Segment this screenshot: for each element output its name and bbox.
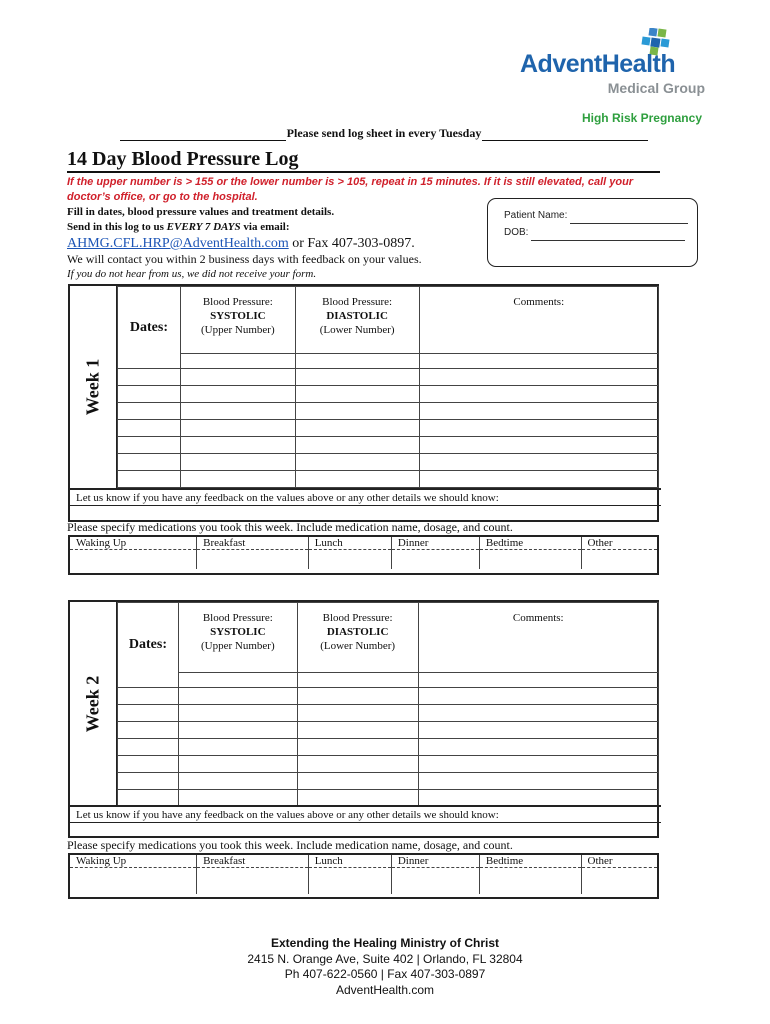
- cell[interactable]: [178, 688, 297, 705]
- waking-up-label: Waking Up: [70, 855, 197, 868]
- med-cell[interactable]: [70, 550, 197, 569]
- logo-subtitle: Medical Group: [607, 80, 705, 96]
- meds-grid: [70, 855, 657, 894]
- receipt-notice: If you do not hear from us, we did not receive your form.: [67, 268, 317, 280]
- week-1-label: Week 1: [82, 358, 103, 416]
- dinner-label: Dinner: [391, 855, 479, 868]
- lower-number-label: (Lower Number): [320, 640, 396, 652]
- cell[interactable]: [419, 354, 658, 369]
- cell[interactable]: [118, 790, 179, 807]
- cell[interactable]: [297, 756, 418, 773]
- med-cell[interactable]: [197, 550, 309, 569]
- contact-email-line: [67, 236, 415, 252]
- cell[interactable]: [118, 705, 179, 722]
- send-frequency: EVERY 7 DAYS: [166, 221, 241, 233]
- cell[interactable]: [118, 471, 181, 488]
- cell[interactable]: [118, 403, 181, 420]
- cell[interactable]: [419, 386, 658, 403]
- cell[interactable]: [118, 386, 181, 403]
- cell[interactable]: [297, 739, 418, 756]
- cell[interactable]: [118, 420, 181, 437]
- meds-prompt: Please specify medications you took this week. Include medication name, dosage, and count.: [67, 838, 513, 852]
- cell[interactable]: [419, 420, 658, 437]
- week-1-grid: [117, 286, 659, 488]
- cell[interactable]: [118, 688, 179, 705]
- footer-address: 2415 N. Orange Ave, Suite 402 | Orlando, FL 32804: [247, 951, 523, 966]
- upper-number-label: (Upper Number): [201, 640, 275, 652]
- diastolic-header: [297, 603, 418, 673]
- cell[interactable]: [180, 403, 295, 420]
- meds-grid: [70, 537, 657, 569]
- cell[interactable]: [180, 420, 295, 437]
- cell[interactable]: [180, 386, 295, 403]
- cell[interactable]: [118, 437, 181, 454]
- footer-mission: Extending the Healing Ministry of Christ: [270, 936, 500, 950]
- footer-website[interactable]: AdventHealth.com: [335, 982, 435, 997]
- med-cell[interactable]: [197, 868, 309, 894]
- cell[interactable]: [178, 673, 297, 688]
- other-label: Other: [581, 855, 657, 868]
- systolic-header: [178, 603, 297, 673]
- blank-line[interactable]: [482, 128, 648, 141]
- patient-info-box: [487, 198, 698, 267]
- cell[interactable]: [418, 673, 658, 688]
- blank-line[interactable]: [120, 128, 286, 141]
- contact-notice: We will contact you within 2 business days with feedback on your values.: [67, 252, 422, 266]
- cell[interactable]: [180, 354, 295, 369]
- send-instruction-line: [120, 126, 648, 141]
- comments-header: Comments:: [418, 603, 658, 673]
- patient-name-field[interactable]: [570, 213, 688, 224]
- cell[interactable]: [295, 420, 419, 437]
- cell[interactable]: [178, 773, 297, 790]
- cell[interactable]: [418, 756, 658, 773]
- breakfast-label: Breakfast: [197, 855, 309, 868]
- title-divider: [67, 171, 660, 173]
- cell[interactable]: [418, 705, 658, 722]
- systolic-header: [180, 287, 295, 354]
- cell[interactable]: [297, 673, 418, 688]
- cell[interactable]: [419, 403, 658, 420]
- week-2-table: [68, 600, 659, 838]
- week-2-label-column: [70, 602, 117, 805]
- dates-label: Dates:: [118, 287, 181, 369]
- cell[interactable]: [118, 454, 181, 471]
- cell[interactable]: [178, 790, 297, 807]
- cell[interactable]: [295, 369, 419, 386]
- dates-label: Dates:: [118, 603, 179, 688]
- meds-prompt: Please specify medications you took this week. Include medication name, dosage, and count.: [67, 520, 513, 534]
- cell[interactable]: [178, 722, 297, 739]
- med-cell[interactable]: [70, 868, 197, 894]
- bp-label: Blood Pressure:: [322, 296, 393, 308]
- feedback-prompt: Let us know if you have any feedback on the values above or any other details we should know:: [70, 488, 661, 506]
- send-suffix: via email:: [240, 221, 290, 233]
- cell[interactable]: [295, 354, 419, 369]
- cell[interactable]: [178, 705, 297, 722]
- cell[interactable]: [118, 756, 179, 773]
- med-cell[interactable]: [391, 550, 479, 569]
- footer-phone: Ph 407-622-0560 | Fax 407-303-0897: [284, 967, 486, 981]
- dob-field[interactable]: [531, 230, 685, 241]
- cell[interactable]: [118, 369, 181, 386]
- dob-row: [504, 224, 697, 241]
- cell[interactable]: [295, 386, 419, 403]
- bp-label: Blood Pressure:: [202, 296, 273, 308]
- feedback-field[interactable]: [70, 822, 661, 823]
- week-1-meds-table: [68, 535, 659, 575]
- cell[interactable]: [295, 454, 419, 471]
- diastolic-label: DIASTOLIC: [326, 626, 389, 638]
- send-instruction: Please send log sheet in every Tuesday: [286, 126, 482, 140]
- patient-name-label: Patient Name:: [504, 210, 568, 221]
- cell[interactable]: [418, 773, 658, 790]
- cell[interactable]: [419, 471, 658, 488]
- breakfast-label: Breakfast: [197, 537, 309, 550]
- cell[interactable]: [178, 739, 297, 756]
- cell[interactable]: [178, 756, 297, 773]
- feedback-prompt: Let us know if you have any feedback on the values above or any other details we should know:: [70, 805, 661, 823]
- feedback-field[interactable]: [70, 505, 661, 506]
- cell[interactable]: [418, 688, 658, 705]
- cell[interactable]: [418, 722, 658, 739]
- med-cell[interactable]: [391, 868, 479, 894]
- cell[interactable]: [297, 722, 418, 739]
- bp-label: Blood Pressure:: [322, 612, 393, 624]
- page-title: 14 Day Blood Pressure Log: [67, 148, 299, 170]
- lunch-label: Lunch: [308, 855, 391, 868]
- cell[interactable]: [297, 773, 418, 790]
- comments-header: Comments:: [419, 287, 658, 354]
- cell[interactable]: [418, 790, 658, 807]
- cell[interactable]: [180, 437, 295, 454]
- send-frequency-instruction: [67, 221, 290, 233]
- footer: [0, 936, 770, 998]
- cell[interactable]: [419, 454, 658, 471]
- email-link[interactable]: AHMG.CFL.HRP@AdventHealth.com: [67, 236, 289, 251]
- cell[interactable]: [419, 369, 658, 386]
- bedtime-label: Bedtime: [479, 537, 581, 550]
- diastolic-label: DIASTOLIC: [326, 310, 388, 322]
- lunch-label: Lunch: [308, 537, 391, 550]
- patient-name-row: [504, 207, 697, 224]
- cell[interactable]: [419, 437, 658, 454]
- cell[interactable]: [418, 739, 658, 756]
- bp-label: Blood Pressure:: [202, 612, 273, 624]
- med-cell[interactable]: [581, 868, 657, 894]
- med-cell[interactable]: [479, 868, 581, 894]
- cell[interactable]: [297, 688, 418, 705]
- send-prefix: Send in this log to us: [67, 221, 167, 233]
- cell[interactable]: [297, 790, 418, 807]
- fill-instruction: Fill in dates, blood pressure values and treatment details.: [67, 206, 335, 218]
- logo-wordmark: AdventHealth: [520, 50, 676, 78]
- cell[interactable]: [118, 739, 179, 756]
- warning-text: If the upper number is > 155 or the lower number is > 105, repeat in 15 minutes. If it is still elevated, call your doctor’s office, or go to the hospital.: [67, 176, 634, 203]
- program-name: High Risk Pregnancy: [581, 111, 702, 125]
- cell[interactable]: [295, 403, 419, 420]
- dinner-label: Dinner: [391, 537, 479, 550]
- diastolic-header: [295, 287, 419, 354]
- systolic-label: SYSTOLIC: [210, 626, 266, 638]
- upper-number-label: (Upper Number): [201, 324, 275, 336]
- week-1-label-column: [70, 286, 117, 488]
- cell[interactable]: [180, 369, 295, 386]
- fax-number: or Fax 407-303-0897.: [288, 236, 415, 251]
- week-2-grid: [117, 602, 659, 807]
- cell[interactable]: [295, 437, 419, 454]
- cell[interactable]: [297, 705, 418, 722]
- med-cell[interactable]: [479, 550, 581, 569]
- med-cell[interactable]: [308, 550, 391, 569]
- cell[interactable]: [118, 722, 179, 739]
- med-cell[interactable]: [581, 550, 657, 569]
- cell[interactable]: [295, 471, 419, 488]
- lower-number-label: (Lower Number): [319, 324, 395, 336]
- dob-label: DOB:: [504, 227, 529, 238]
- cell[interactable]: [180, 471, 295, 488]
- cell[interactable]: [180, 454, 295, 471]
- waking-up-label: Waking Up: [70, 537, 197, 550]
- systolic-label: SYSTOLIC: [210, 310, 266, 322]
- other-label: Other: [581, 537, 657, 550]
- med-cell[interactable]: [308, 868, 391, 894]
- week-1-table: [68, 284, 659, 522]
- week-2-label: Week 2: [82, 675, 103, 732]
- week-2-meds-table: [68, 853, 659, 899]
- bedtime-label: Bedtime: [479, 855, 581, 868]
- cell[interactable]: [118, 773, 179, 790]
